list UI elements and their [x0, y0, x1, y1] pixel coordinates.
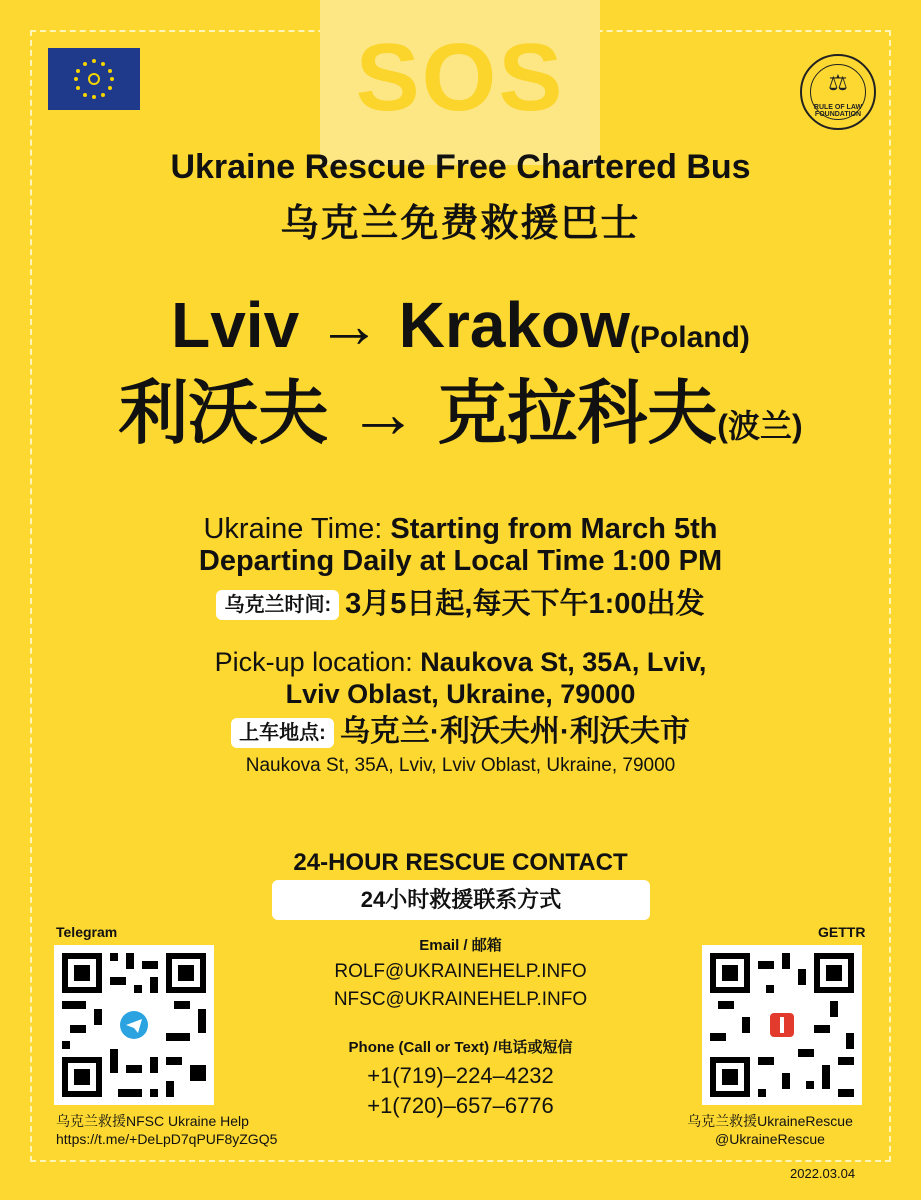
schedule-text-zh: 3月5日起,每天下午1:00出发 [345, 588, 705, 620]
pickup-label-en: Pick-up location: [214, 647, 421, 677]
email-label: Email / 邮箱 [419, 937, 502, 954]
rule-of-law-seal-icon: ⚖ RULE OF LAW FOUNDATION [800, 54, 876, 130]
email-2[interactable]: NFSC@UKRAINEHELP.INFO [333, 989, 588, 1010]
seal-text: RULE OF LAW FOUNDATION [813, 104, 863, 118]
route-chinese [0, 372, 921, 467]
pickup-line-1 [0, 646, 921, 678]
title-english: Ukraine Rescue Free Chartered Bus [170, 148, 751, 186]
route-arrow-en: → [316, 289, 381, 361]
route-to-zh: 克拉科夫 [437, 374, 718, 452]
pickup-line2-en: Lviv Oblast, Ukraine, 79000 [285, 679, 636, 709]
schedule-label-zh: 乌克兰时间: [216, 590, 339, 620]
pickup-text-zh: 乌克兰·利沃夫州·利沃夫市 [339, 715, 690, 748]
route-to-en: Krakow [398, 289, 630, 361]
title-chinese: 乌克兰免费救援巴士 [280, 203, 641, 245]
route-from-en: Lviv [171, 289, 300, 361]
pickup-line-zh [0, 712, 921, 752]
gettr-caption-name: 乌克兰救援UkraineRescue [687, 1113, 853, 1129]
sos-text: SOS [355, 24, 565, 131]
telegram-label: Telegram [56, 924, 118, 940]
schedule-label-en: Ukraine Time: [203, 513, 391, 545]
schedule-line-zh [0, 584, 921, 624]
contact-heading-en: 24-HOUR RESCUE CONTACT [293, 849, 628, 876]
schedule-start-en: Starting from March 5th [390, 513, 718, 545]
phone-label: Phone (Call or Text) /电话或短信 [348, 1039, 573, 1056]
schedule-daily-en: Departing Daily at Local Time 1:00 PM [198, 545, 723, 577]
route-from-zh: 利沃夫 [118, 374, 329, 452]
phone-2[interactable]: +1(720)–657–6776 [367, 1093, 554, 1118]
gettr-handle[interactable]: @UkraineRescue [715, 1131, 825, 1147]
telegram-caption-name: 乌克兰救援NFSC Ukraine Help [56, 1113, 249, 1129]
contact-heading-zh: 24小时救援联系方式 [272, 880, 650, 920]
email-1[interactable]: ROLF@UKRAINEHELP.INFO [334, 961, 587, 982]
pickup-address: Naukova St, 35A, Lviv, Lviv Oblast, Ukraine, 79000 [245, 755, 676, 776]
phone-1[interactable]: +1(719)–224–4232 [367, 1063, 554, 1088]
route-arrow-zh: → [347, 374, 418, 452]
pickup-label-zh: 上车地点: [231, 718, 334, 748]
route-country-en: (Poland) [629, 321, 750, 354]
pickup-line1-en: Naukova St, 35A, Lviv, [420, 647, 707, 677]
schedule-line-1 [0, 512, 921, 546]
route-english [0, 290, 921, 373]
eu-flag-icon [48, 48, 140, 110]
poster-date: 2022.03.04 [790, 1166, 856, 1181]
route-country-zh: (波兰) [717, 408, 803, 444]
gettr-label: GETTR [818, 924, 866, 940]
telegram-link[interactable]: https://t.me/+DeLpD7qPUF8yZGQ5 [56, 1131, 278, 1147]
